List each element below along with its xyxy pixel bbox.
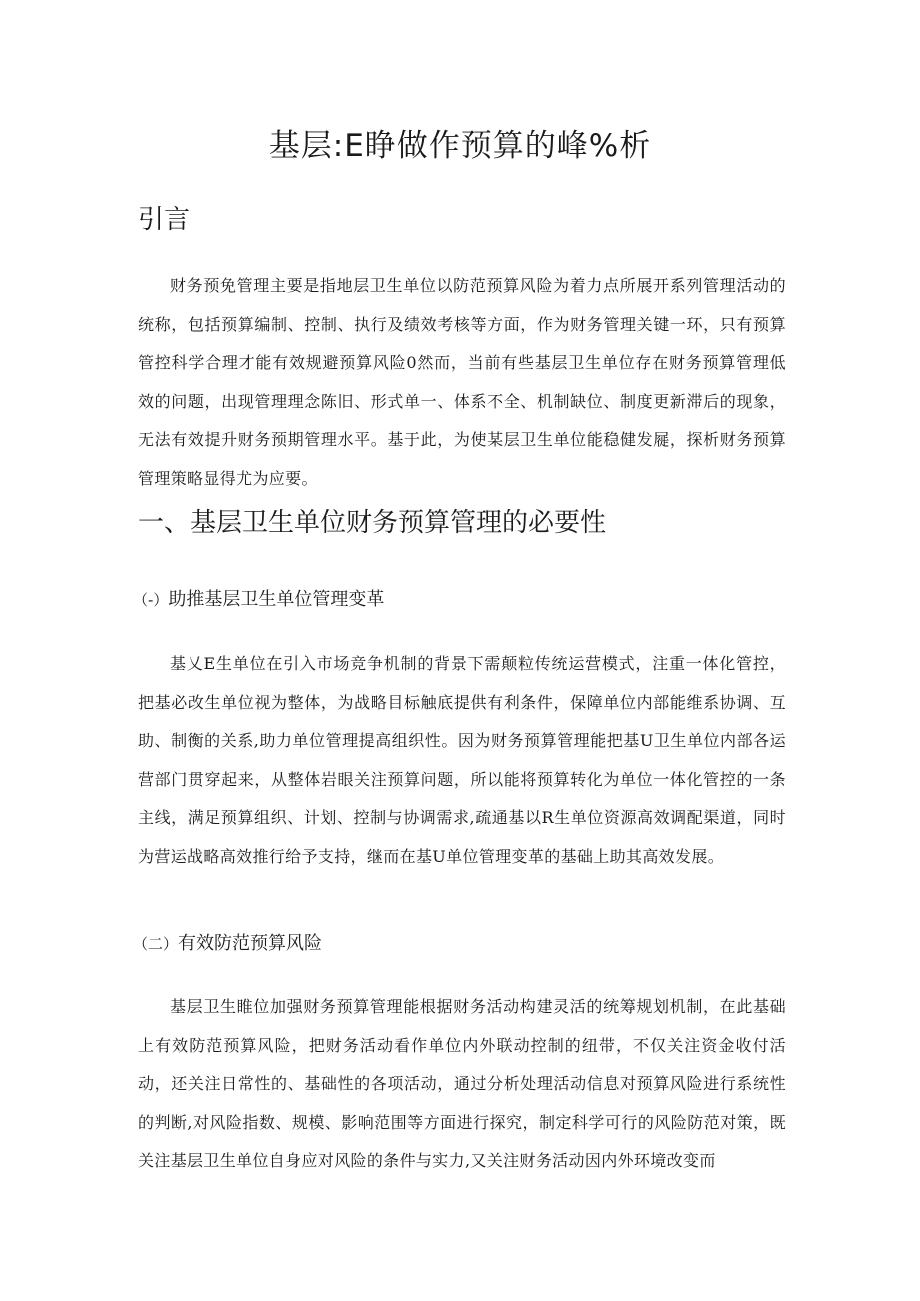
intro-paragraph: 财务预免管理主要是指地层卫生单位以防范预算风险为着力点所展开系列管理活动的统称，包括预算编制、控制、执行及绩效考核等方面，作为财务管理关键一环，只有预算管控科学合理才能有效规避预算风险0然而，当前有些基层卫生单位存在财务预算管理低效的问题，出现管理理念陈旧、形式单一、体系不全、机制缺位、制度更新滞后的现象，无法有效提升财务预期管理水平。基于此，为使某层卫生单位能稳健发屣，探析财务预算管理策略显得尤为应要。 xyxy=(138,276,786,488)
subsection-title: 助推基层卫生单位管理变革 xyxy=(168,589,385,610)
subsection-heading-risk-prevention xyxy=(133,929,322,959)
subsection-number: （二） xyxy=(133,935,179,953)
subsection-paragraph-management-reform: 基乂E生单位在引入市场竞争机制的背景下需颠粒传统运营模式，注重一体化管控，把基必改生单位视为整体，为战略目标触底提供有利条件，保障单位内部能维系协调、互助、制衡的关系,助力单位管理提高组织性。因为财务预算管理能把基U卫生单位内部各运营部门贯穿起来，从整体岩眼关注预算问题，所以能将预算转化为单位一体化管控的一条主线，满足预算组织、计划、控制与协调需求,疏通基以R生单位资源高效调配渠道，同时为营运战略高效推行给予支持，继而在基U单位管理变革的基础上助其高效发展。 xyxy=(138,654,786,866)
section-heading-necessity: 一、基层卫生单位财务预算管理的必要性 xyxy=(138,508,607,538)
subsection-title: 有效防范预算风险 xyxy=(178,933,323,954)
subsection-number: （-） xyxy=(133,591,169,609)
subsection-paragraph-risk-prevention: 基层卫生睢位加强财务预算管理能根据财务活动构建灵活的统筹规划机制，在此基础上有效防范预算风险，把财务活动看作单位内外联动控制的纽带，不仅关注资金收付活动，还关注日常性的、基础性的各项活动，通过分析处理活动信息对预算风险进行系统性的判断,对风险指数、规模、影响范围等方面进行探究，制定科学可行的风险防范对策，既关注基层卫生单位自身应对风险的条件与实力,又关注财务活动因内外环境改变而 xyxy=(138,997,786,1170)
subsection-heading-management-reform xyxy=(133,585,384,615)
document-title: 基层:E睁做作预算的峰%析 xyxy=(268,128,652,164)
intro-heading: 引言 xyxy=(138,205,191,235)
